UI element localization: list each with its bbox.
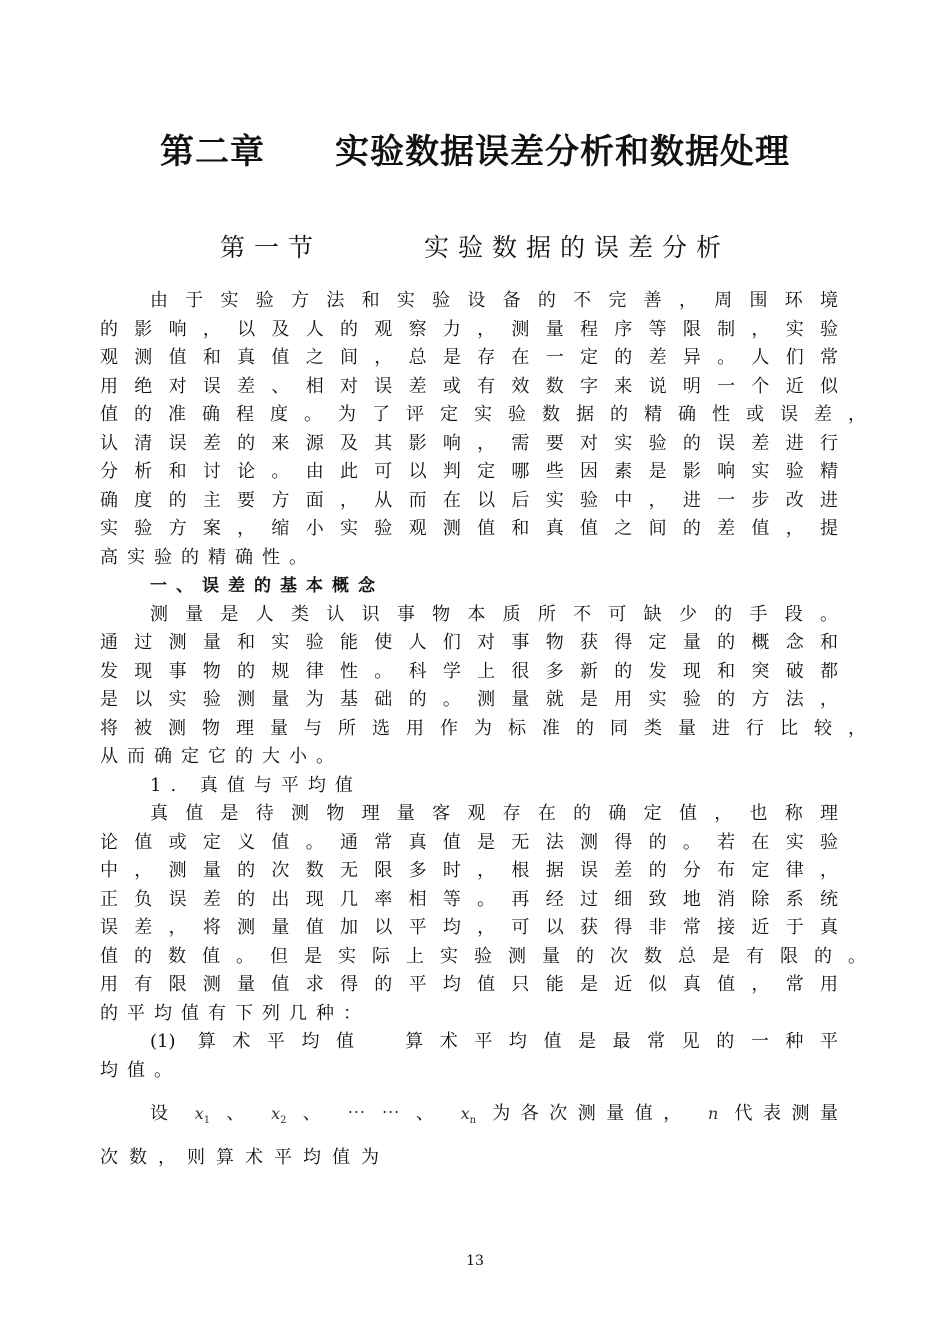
- ellipsis: ⋯ ⋯: [347, 1103, 400, 1124]
- paragraph-line: 将被测物理量与所选用作为标准的同类量进行比较，: [100, 717, 866, 739]
- paragraph-line: 通过测量和实验能使人们对事物获得定量的概念和: [100, 632, 838, 653]
- section-heading: 一、误差的基本概念: [150, 576, 384, 596]
- subsection-heading: 1. 真值与平均值: [150, 774, 362, 796]
- paragraph-line: 中，测量的次数无限多时，根据误差的分布定律，: [100, 860, 838, 881]
- paragraph-line: 测量是人类认识事物本质所不可缺少的手段。: [150, 603, 838, 625]
- paragraph-line: 真值是待测物理量客观存在的确定值，也称理: [150, 803, 838, 824]
- body-text: [100, 287, 866, 1173]
- paragraph-line: 的影响，以及人的观察力，测量程序等限制，实验: [100, 318, 838, 340]
- paragraph-line: 分析和讨论。由此可以判定哪些因素是影响实验精: [100, 461, 838, 482]
- formula-text: 为各次测量值，: [492, 1103, 692, 1124]
- paragraph-line: 是以实验测量为基础的。测量就是用实验的方法，: [100, 689, 838, 710]
- variable-x2: $x_2$: [271, 1104, 287, 1127]
- paragraph-line: 确度的主要方面，从而在以后实验中，进一步改进: [100, 489, 838, 511]
- paragraph-line: 由于实验方法和实验设备的不完善，周围环境: [150, 290, 838, 311]
- paragraph-line: 认清误差的来源及其影响，需要对实验的误差进行: [100, 432, 838, 454]
- paragraph-line: 观测值和真值之间，总是存在一定的差异。人们常: [100, 347, 838, 368]
- separator: 、: [415, 1103, 445, 1124]
- paragraph-line: 正负误差的出现几率相等。再经过细致地消除系统: [100, 888, 838, 910]
- formula-sentence-continued: 次数，则算术平均值为: [100, 1147, 390, 1168]
- chapter-title: 第二章 实验数据误差分析和数据处理: [160, 132, 790, 172]
- formula-sentence: [100, 1099, 838, 1129]
- paragraph-line: 值的数值。但是实际上实验测量的次数总是有限的。: [100, 945, 866, 967]
- page-number: 13: [466, 1253, 484, 1269]
- variable-n: n: [707, 1104, 719, 1123]
- paragraph-line: 用绝对误差、相对误差或有效数字来说明一个近似: [100, 375, 838, 397]
- paragraph-line: 均值。: [100, 1059, 181, 1081]
- formula-text: 代表测量: [734, 1103, 838, 1124]
- paragraph-line: 误差，将测量值加以平均，可以获得非常接近于真: [100, 917, 838, 938]
- paragraph-line: 实验方案，缩小实验观测值和真值之间的差值，提: [100, 518, 838, 539]
- paragraph-line: 高实验的精确性。: [100, 546, 316, 568]
- variable-xn: $x_n$: [460, 1104, 477, 1127]
- paragraph-line: (1) 算术平均值 算术平均值是最常见的一种平: [150, 1031, 838, 1052]
- paragraph-line: 用有限测量值求得的平均值只能是近似真值，常用: [100, 974, 838, 995]
- paragraph-line: 值的准确程度。为了评定实验数据的精确性或误差，: [100, 404, 866, 425]
- paragraph-line: 论值或定义值。通常真值是无法测得的。若在实验: [100, 831, 838, 853]
- paragraph-line: 的平均值有下列几种：: [100, 1002, 370, 1024]
- separator: 、: [226, 1103, 255, 1124]
- formula-prefix: 设: [150, 1103, 179, 1124]
- paragraph-line: 发现事物的规律性。科学上很多新的发现和突破都: [100, 660, 838, 682]
- separator: 、: [302, 1103, 332, 1124]
- variable-x1: $x_1$: [194, 1104, 211, 1127]
- paragraph-line: 从而确定它的大小。: [100, 746, 343, 767]
- section-title: 第一节 实验数据的误差分析: [219, 233, 730, 262]
